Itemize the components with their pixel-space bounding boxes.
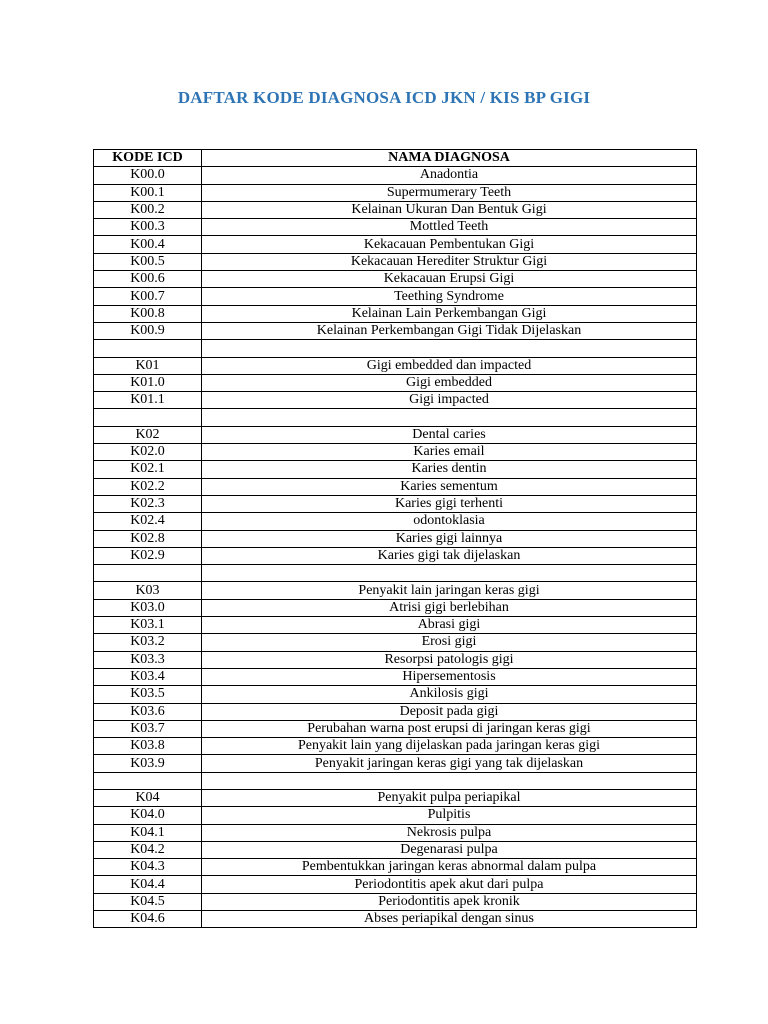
nama-diagnosa-cell: Penyakit lain jaringan keras gigi bbox=[202, 582, 697, 599]
kode-icd-cell: K03.3 bbox=[94, 651, 202, 668]
nama-diagnosa-cell: Penyakit pulpa periapikal bbox=[202, 789, 697, 806]
kode-icd-cell: K03.6 bbox=[94, 703, 202, 720]
nama-diagnosa-cell: Mottled Teeth bbox=[202, 219, 697, 236]
kode-icd-cell: K04.2 bbox=[94, 841, 202, 858]
kode-icd-cell: K03.2 bbox=[94, 634, 202, 651]
nama-diagnosa-cell: Gigi impacted bbox=[202, 392, 697, 409]
table-row bbox=[94, 634, 697, 651]
kode-icd-cell: K00.4 bbox=[94, 236, 202, 253]
kode-icd-cell: K03.9 bbox=[94, 755, 202, 772]
nama-diagnosa-cell: Periodontitis apek kronik bbox=[202, 893, 697, 910]
kode-icd-cell: K02.4 bbox=[94, 513, 202, 530]
kode-icd-cell: K04.1 bbox=[94, 824, 202, 841]
table-row bbox=[94, 253, 697, 270]
nama-diagnosa-cell: Kekacauan Erupsi Gigi bbox=[202, 271, 697, 288]
nama-diagnosa-cell: Erosi gigi bbox=[202, 634, 697, 651]
nama-diagnosa-cell: Abses periapikal dengan sinus bbox=[202, 911, 697, 928]
table-row bbox=[94, 340, 697, 357]
icd-code-table bbox=[93, 149, 697, 928]
table-row bbox=[94, 478, 697, 495]
nama-diagnosa-cell: Karies sementum bbox=[202, 478, 697, 495]
kode-icd-cell: K00.9 bbox=[94, 322, 202, 339]
kode-icd-cell: K00.0 bbox=[94, 167, 202, 184]
table-row bbox=[94, 841, 697, 858]
table-row bbox=[94, 219, 697, 236]
kode-icd-cell: K01.1 bbox=[94, 392, 202, 409]
nama-diagnosa-cell bbox=[202, 772, 697, 789]
nama-diagnosa-cell bbox=[202, 565, 697, 582]
table-row bbox=[94, 876, 697, 893]
kode-icd-cell: K04.6 bbox=[94, 911, 202, 928]
nama-diagnosa-cell: Kelainan Ukuran Dan Bentuk Gigi bbox=[202, 201, 697, 218]
kode-icd-cell: K02.3 bbox=[94, 495, 202, 512]
column-header-nama-diagnosa: NAMA DIAGNOSA bbox=[202, 150, 697, 167]
nama-diagnosa-cell: Penyakit lain yang dijelaskan pada jaringan keras gigi bbox=[202, 738, 697, 755]
kode-icd-cell: K00.3 bbox=[94, 219, 202, 236]
table-row bbox=[94, 565, 697, 582]
table-row bbox=[94, 409, 697, 426]
kode-icd-cell: K03.1 bbox=[94, 617, 202, 634]
kode-icd-cell bbox=[94, 772, 202, 789]
table-row bbox=[94, 184, 697, 201]
nama-diagnosa-cell: Pembentukkan jaringan keras abnormal dalam pulpa bbox=[202, 859, 697, 876]
table-row bbox=[94, 617, 697, 634]
table-row bbox=[94, 271, 697, 288]
kode-icd-cell: K04.0 bbox=[94, 807, 202, 824]
nama-diagnosa-cell: Nekrosis pulpa bbox=[202, 824, 697, 841]
table-row bbox=[94, 426, 697, 443]
nama-diagnosa-cell: Karies gigi tak dijelaskan bbox=[202, 547, 697, 564]
table-row bbox=[94, 599, 697, 616]
table-row bbox=[94, 305, 697, 322]
kode-icd-cell: K03.4 bbox=[94, 668, 202, 685]
nama-diagnosa-cell bbox=[202, 409, 697, 426]
table-row bbox=[94, 686, 697, 703]
table-row bbox=[94, 547, 697, 564]
table-row bbox=[94, 893, 697, 910]
table-row bbox=[94, 772, 697, 789]
nama-diagnosa-cell: Ankilosis gigi bbox=[202, 686, 697, 703]
kode-icd-cell: K00.8 bbox=[94, 305, 202, 322]
nama-diagnosa-cell: Karies gigi terhenti bbox=[202, 495, 697, 512]
nama-diagnosa-cell: Dental caries bbox=[202, 426, 697, 443]
table-row bbox=[94, 530, 697, 547]
kode-icd-cell: K04.5 bbox=[94, 893, 202, 910]
kode-icd-cell: K00.2 bbox=[94, 201, 202, 218]
table-row bbox=[94, 738, 697, 755]
document-title: DAFTAR KODE DIAGNOSA ICD JKN / KIS BP GIGI bbox=[177, 88, 591, 107]
nama-diagnosa-cell: Karies dentin bbox=[202, 461, 697, 478]
nama-diagnosa-cell: Kelainan Perkembangan Gigi Tidak Dijelaskan bbox=[202, 322, 697, 339]
nama-diagnosa-cell: Anadontia bbox=[202, 167, 697, 184]
kode-icd-cell bbox=[94, 340, 202, 357]
nama-diagnosa-cell: Degenarasi pulpa bbox=[202, 841, 697, 858]
kode-icd-cell: K02.0 bbox=[94, 444, 202, 461]
kode-icd-cell bbox=[94, 565, 202, 582]
nama-diagnosa-cell: Periodontitis apek akut dari pulpa bbox=[202, 876, 697, 893]
nama-diagnosa-cell: Gigi embedded bbox=[202, 374, 697, 391]
table-row bbox=[94, 288, 697, 305]
kode-icd-cell: K00.6 bbox=[94, 271, 202, 288]
table-row bbox=[94, 444, 697, 461]
nama-diagnosa-cell: Teething Syndrome bbox=[202, 288, 697, 305]
table-row bbox=[94, 703, 697, 720]
column-header-kode-icd: KODE ICD bbox=[94, 150, 202, 167]
nama-diagnosa-cell: Karies email bbox=[202, 444, 697, 461]
table-row bbox=[94, 911, 697, 928]
nama-diagnosa-cell bbox=[202, 340, 697, 357]
table-row bbox=[94, 461, 697, 478]
kode-icd-cell: K02.8 bbox=[94, 530, 202, 547]
table-header-row bbox=[94, 150, 697, 167]
table-row bbox=[94, 582, 697, 599]
nama-diagnosa-cell: Kelainan Lain Perkembangan Gigi bbox=[202, 305, 697, 322]
nama-diagnosa-cell: Kekacauan Herediter Struktur Gigi bbox=[202, 253, 697, 270]
kode-icd-cell: K02.9 bbox=[94, 547, 202, 564]
table-row bbox=[94, 374, 697, 391]
kode-icd-cell: K04 bbox=[94, 789, 202, 806]
table-row bbox=[94, 755, 697, 772]
kode-icd-cell: K03.5 bbox=[94, 686, 202, 703]
kode-icd-cell: K00.5 bbox=[94, 253, 202, 270]
table-row bbox=[94, 513, 697, 530]
nama-diagnosa-cell: Karies gigi lainnya bbox=[202, 530, 697, 547]
table-row bbox=[94, 824, 697, 841]
nama-diagnosa-cell: Pulpitis bbox=[202, 807, 697, 824]
kode-icd-cell: K04.3 bbox=[94, 859, 202, 876]
kode-icd-cell: K03.8 bbox=[94, 738, 202, 755]
kode-icd-cell: K04.4 bbox=[94, 876, 202, 893]
table-body bbox=[94, 167, 697, 928]
table-row bbox=[94, 392, 697, 409]
kode-icd-cell: K03 bbox=[94, 582, 202, 599]
nama-diagnosa-cell: Deposit pada gigi bbox=[202, 703, 697, 720]
table-row bbox=[94, 651, 697, 668]
table-row bbox=[94, 357, 697, 374]
nama-diagnosa-cell: Atrisi gigi berlebihan bbox=[202, 599, 697, 616]
kode-icd-cell: K00.7 bbox=[94, 288, 202, 305]
kode-icd-cell: K01.0 bbox=[94, 374, 202, 391]
nama-diagnosa-cell: Abrasi gigi bbox=[202, 617, 697, 634]
nama-diagnosa-cell: Hipersementosis bbox=[202, 668, 697, 685]
kode-icd-cell: K02.1 bbox=[94, 461, 202, 478]
table-row bbox=[94, 322, 697, 339]
table-row bbox=[94, 859, 697, 876]
kode-icd-cell: K02.2 bbox=[94, 478, 202, 495]
nama-diagnosa-cell: Resorpsi patologis gigi bbox=[202, 651, 697, 668]
kode-icd-cell: K01 bbox=[94, 357, 202, 374]
kode-icd-cell: K03.0 bbox=[94, 599, 202, 616]
kode-icd-cell: K02 bbox=[94, 426, 202, 443]
nama-diagnosa-cell: Kekacauan Pembentukan Gigi bbox=[202, 236, 697, 253]
nama-diagnosa-cell: Gigi embedded dan impacted bbox=[202, 357, 697, 374]
kode-icd-cell: K03.7 bbox=[94, 720, 202, 737]
nama-diagnosa-cell: odontoklasia bbox=[202, 513, 697, 530]
kode-icd-cell bbox=[94, 409, 202, 426]
nama-diagnosa-cell: Supermumerary Teeth bbox=[202, 184, 697, 201]
table-row bbox=[94, 789, 697, 806]
table-row bbox=[94, 720, 697, 737]
table-row bbox=[94, 668, 697, 685]
nama-diagnosa-cell: Penyakit jaringan keras gigi yang tak dijelaskan bbox=[202, 755, 697, 772]
table-row bbox=[94, 167, 697, 184]
table-row bbox=[94, 495, 697, 512]
kode-icd-cell: K00.1 bbox=[94, 184, 202, 201]
table-row bbox=[94, 807, 697, 824]
nama-diagnosa-cell: Perubahan warna post erupsi di jaringan keras gigi bbox=[202, 720, 697, 737]
table-row bbox=[94, 236, 697, 253]
table-row bbox=[94, 201, 697, 218]
